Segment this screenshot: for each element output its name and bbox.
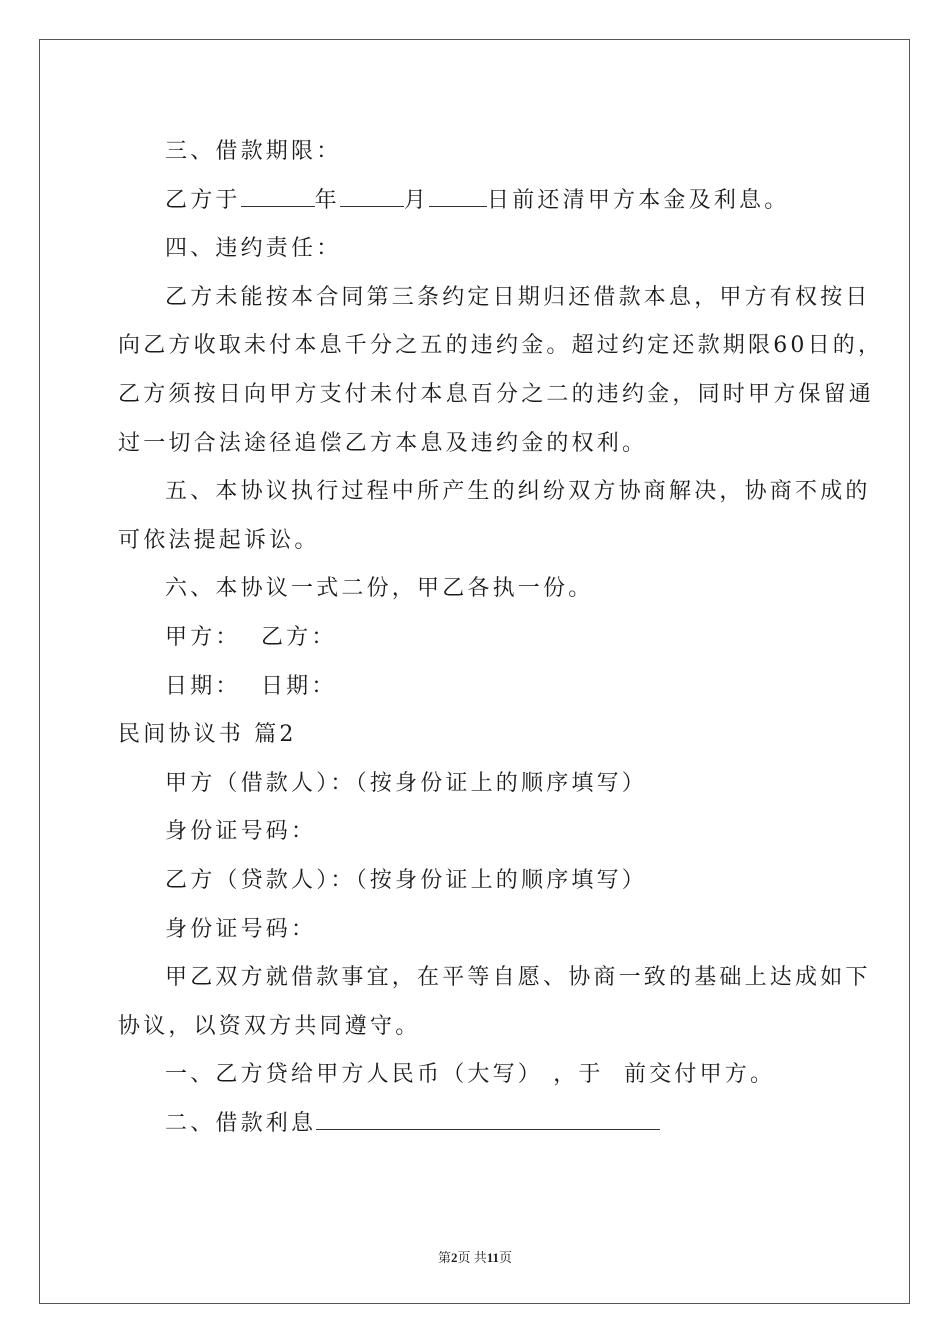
page-footer <box>0 1247 950 1266</box>
page-suffix: 页 <box>499 1250 513 1265</box>
page-prefix: 第 <box>437 1250 451 1265</box>
section3-month: 月 <box>403 187 430 213</box>
section3-repayment-line <box>118 177 838 226</box>
section4-line: 向乙方收取未付本息千分之五的违约金。超过约定还款期限60日的， <box>118 333 884 359</box>
section4-line: 乙方须按日向甲方支付未付本息百分之二的违约金，同时甲方保留通 <box>118 381 875 407</box>
party-b-id: 身份证号码： <box>165 916 317 942</box>
section6: 六、本协议一式二份，甲乙各执一份。 <box>165 576 594 602</box>
section4-line: 乙方未能按本合同第三条约定日期归还借款本息，甲方有权按日 <box>165 284 871 310</box>
section5-line: 可依法提起诉讼。 <box>118 527 320 553</box>
section-heading: 民间协议书 篇2 <box>118 722 297 748</box>
section3-prefix: 乙方于 <box>165 187 241 213</box>
day-blank <box>429 182 487 207</box>
signature-dates: 日期： 日期： <box>165 673 337 699</box>
item-1: 一、乙方贷给甲方人民币（大写） ，于 前交付甲方。 <box>165 1062 776 1088</box>
item-2-line <box>118 1100 838 1149</box>
party-a: 甲方（借款人）：（按身份证上的顺序填写） <box>165 770 648 796</box>
section5-line: 五、本协议执行过程中所产生的纠纷双方协商解决，协商不成的 <box>165 479 871 505</box>
interest-blank <box>316 1105 660 1130</box>
section4-title: 四、违约责任： <box>165 236 342 262</box>
page-mid: 页 共 <box>457 1250 487 1265</box>
document-body <box>118 128 884 1148</box>
section3-suffix: 日前还清甲方本金及利息。 <box>487 187 790 213</box>
signature-parties: 甲方： 乙方： <box>165 624 337 650</box>
section3-year: 年 <box>314 187 340 213</box>
section4-line: 过一切合法途径追偿乙方本息及违约金的权利。 <box>118 430 648 456</box>
intro-line: 协议，以资双方共同遵守。 <box>118 1013 421 1039</box>
party-a-id: 身份证号码： <box>165 819 317 845</box>
month-blank <box>340 182 404 207</box>
intro-line: 甲乙双方就借款事宜，在平等自愿、协商一致的基础上达成如下 <box>165 965 871 991</box>
page-total: 11 <box>486 1250 500 1265</box>
party-b: 乙方（贷款人）：（按身份证上的顺序填写） <box>165 867 648 893</box>
year-blank <box>241 182 315 207</box>
page-current: 2 <box>450 1250 458 1265</box>
section3-title: 三、借款期限： <box>165 139 342 164</box>
item-2: 二、借款利息 <box>165 1110 317 1136</box>
